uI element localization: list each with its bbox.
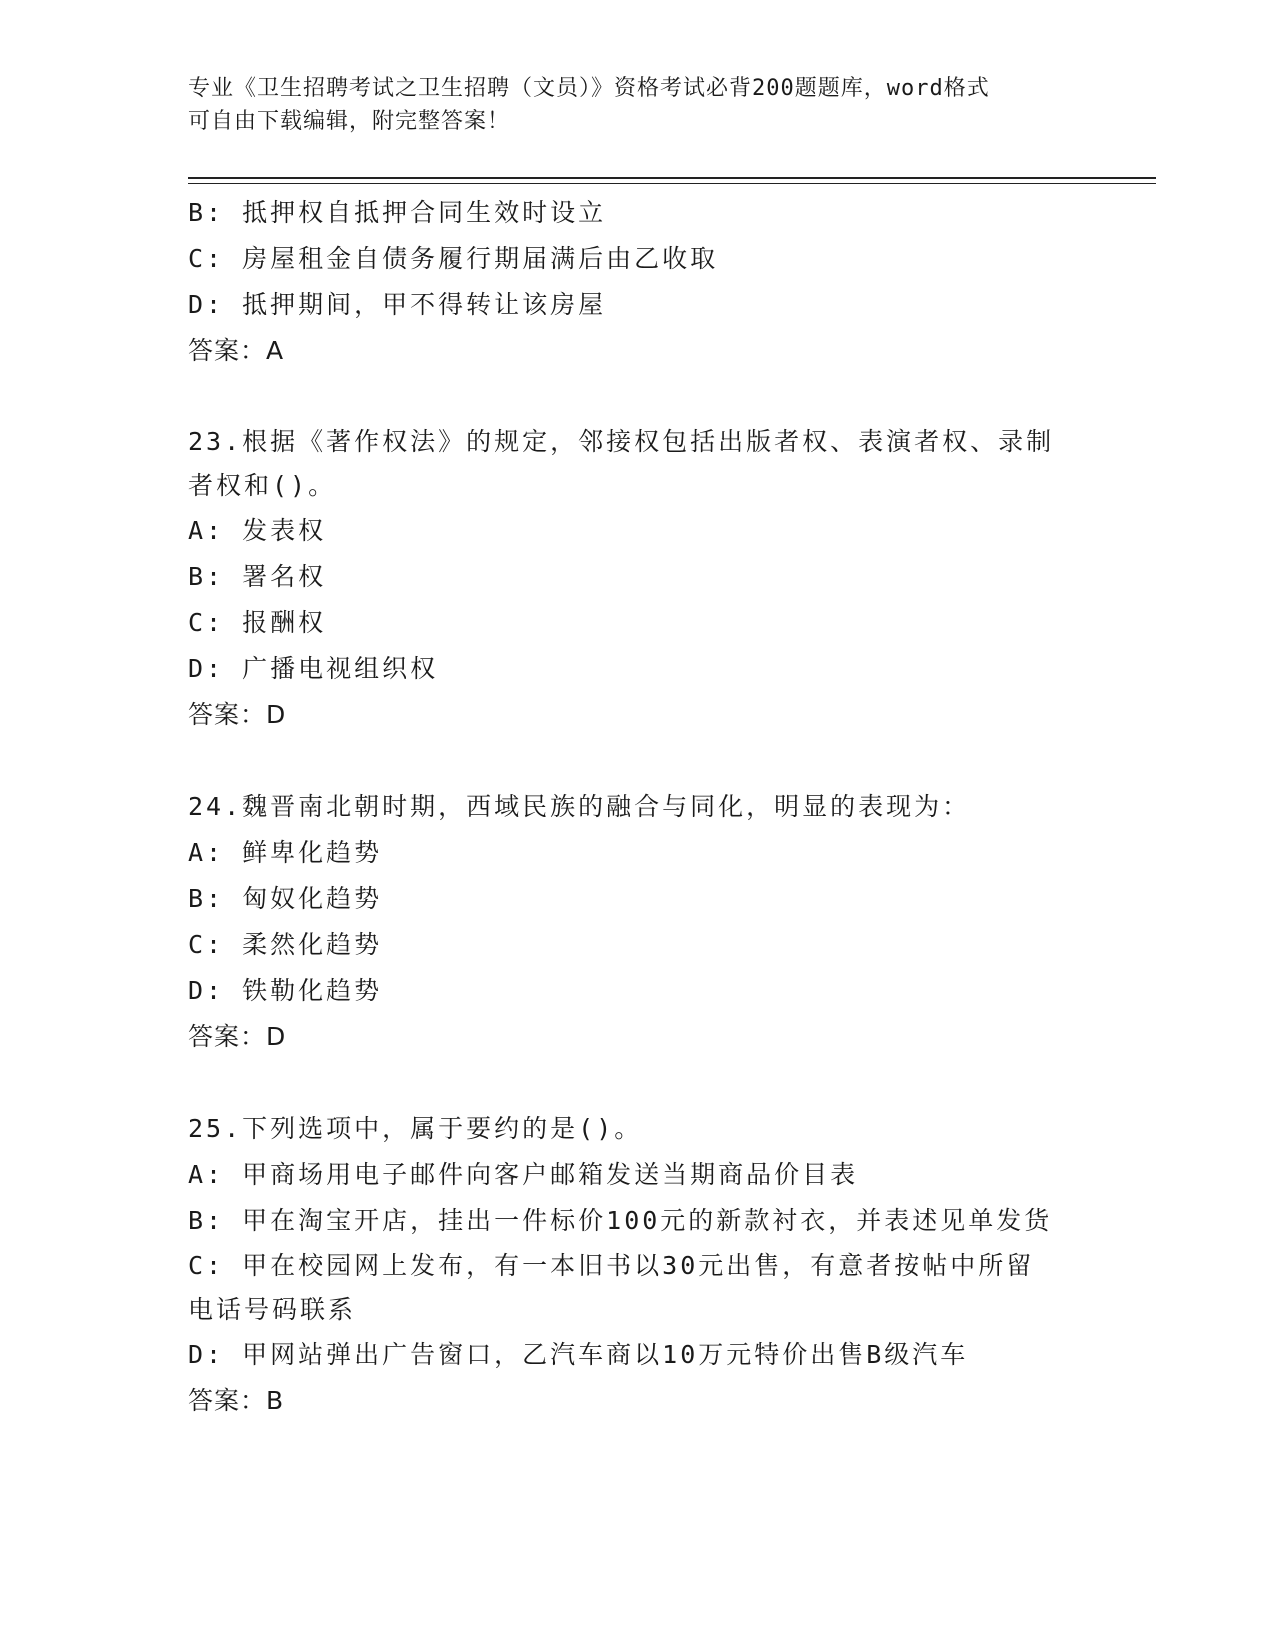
question-23 [188, 420, 1088, 738]
answer-line: 答案：D [188, 700, 287, 729]
option-c: C: 甲在校园网上发布，有一本旧书以30元出售，有意者按帖中所留 [188, 1251, 1035, 1280]
document-body [188, 190, 1088, 1424]
option-a: A: 甲商场用电子邮件向客户邮箱发送当期商品价目表 [188, 1160, 859, 1189]
option-d: D: 甲网站弹出广告窗口，乙汽车商以10万元特价出售B级汽车 [188, 1340, 969, 1369]
question-stem-continued: 者权和()。 [188, 471, 337, 500]
option-b: B: 抵押权自抵押合同生效时设立 [188, 198, 607, 227]
option-d: D: 广播电视组织权 [188, 654, 439, 683]
header-line-2: 可自由下载编辑，附完整答案！ [188, 109, 511, 134]
question-22-continuation [188, 190, 1088, 374]
question-24 [188, 784, 1088, 1060]
option-c-continued: 电话号码联系 [188, 1295, 357, 1324]
option-b: B: 甲在淘宝开店，挂出一件标价100元的新款衬衣，并表述见单发货 [188, 1206, 1053, 1235]
option-c: C: 报酬权 [188, 608, 327, 637]
spacer [188, 374, 1088, 420]
spacer [188, 738, 1088, 784]
header-divider-thick [188, 177, 1156, 179]
question-stem: 24.魏晋南北朝时期，西域民族的融合与同化，明显的表现为： [188, 792, 971, 821]
answer-line: 答案：D [188, 1022, 287, 1051]
question-stem: 23.根据《著作权法》的规定，邻接权包括出版者权、表演者权、录制 [188, 427, 1055, 456]
option-b: B: 署名权 [188, 562, 327, 591]
option-a: A: 鲜卑化趋势 [188, 838, 383, 867]
option-d: D: 铁勒化趋势 [188, 976, 383, 1005]
document-header [188, 72, 1088, 138]
header-divider-thin [188, 183, 1156, 184]
option-c: C: 柔然化趋势 [188, 930, 383, 959]
answer-line: 答案：A [188, 336, 285, 365]
option-b: B: 匈奴化趋势 [188, 884, 383, 913]
question-stem: 25.下列选项中，属于要约的是()。 [188, 1114, 643, 1143]
option-d: D: 抵押期间，甲不得转让该房屋 [188, 290, 607, 319]
question-25 [188, 1106, 1088, 1424]
option-a: A: 发表权 [188, 516, 327, 545]
spacer [188, 1060, 1088, 1106]
answer-line: 答案：B [188, 1386, 285, 1415]
option-c: C: 房屋租金自债务履行期届满后由乙收取 [188, 244, 719, 273]
header-line-1: 专业《卫生招聘考试之卫生招聘（文员）》资格考试必背200题题库，word格式 [188, 76, 990, 101]
